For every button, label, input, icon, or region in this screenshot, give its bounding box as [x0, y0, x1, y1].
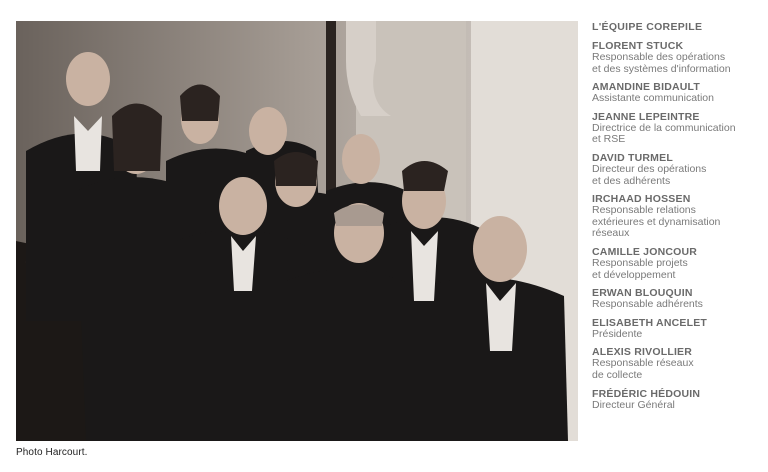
member-name: ELISABETH ANCELET — [592, 316, 708, 329]
member-name: FRÉDÉRIC HÉDOUIN — [592, 387, 701, 400]
member-name: IRCHAAD HOSSEN — [592, 193, 691, 206]
member-role: Directrice de la communication et RSE — [592, 121, 736, 146]
member-name: JEANNE LEPEINTRE — [592, 110, 700, 123]
member-role: Directeur des opérations et des adhérents — [592, 162, 707, 187]
member-name: AMANDINE BIDAULT — [592, 81, 700, 94]
member-item — [592, 152, 768, 187]
member-role: Directeur Général — [592, 398, 675, 411]
team-photo — [16, 21, 578, 441]
team-title: L'ÉQUIPE COREPILE — [592, 21, 703, 33]
member-name: ERWAN BLOUQUIN — [592, 287, 693, 300]
member-item — [592, 81, 768, 105]
member-item — [592, 111, 768, 146]
member-item — [592, 246, 768, 281]
photo-credit: Photo Harcourt. — [16, 447, 88, 458]
member-list — [592, 40, 768, 411]
member-role: Responsable des opérations et des systèmes d'information — [592, 51, 731, 75]
member-item — [592, 388, 768, 412]
member-item — [592, 40, 768, 75]
member-role: Responsable adhérents — [592, 298, 703, 311]
member-item — [592, 193, 768, 240]
member-role: Assistante communication — [592, 92, 714, 105]
member-name: DAVID TURMEL — [592, 151, 673, 164]
member-item — [592, 317, 768, 341]
member-name: CAMILLE JONCOUR — [592, 245, 698, 258]
member-name: ALEXIS RIVOLLIER — [592, 346, 693, 359]
member-role: Responsable réseaux de collecte — [592, 357, 694, 381]
member-name: FLORENT STUCK — [592, 40, 684, 52]
member-role: Responsable relations extérieures et dynamisation réseaux — [592, 204, 721, 240]
member-role: Présidente — [592, 327, 643, 340]
member-role: Responsable projets et développement — [592, 256, 688, 281]
member-item — [592, 287, 768, 311]
member-item — [592, 346, 768, 381]
team-caption — [592, 21, 768, 417]
team-photo-illustration — [16, 21, 578, 441]
